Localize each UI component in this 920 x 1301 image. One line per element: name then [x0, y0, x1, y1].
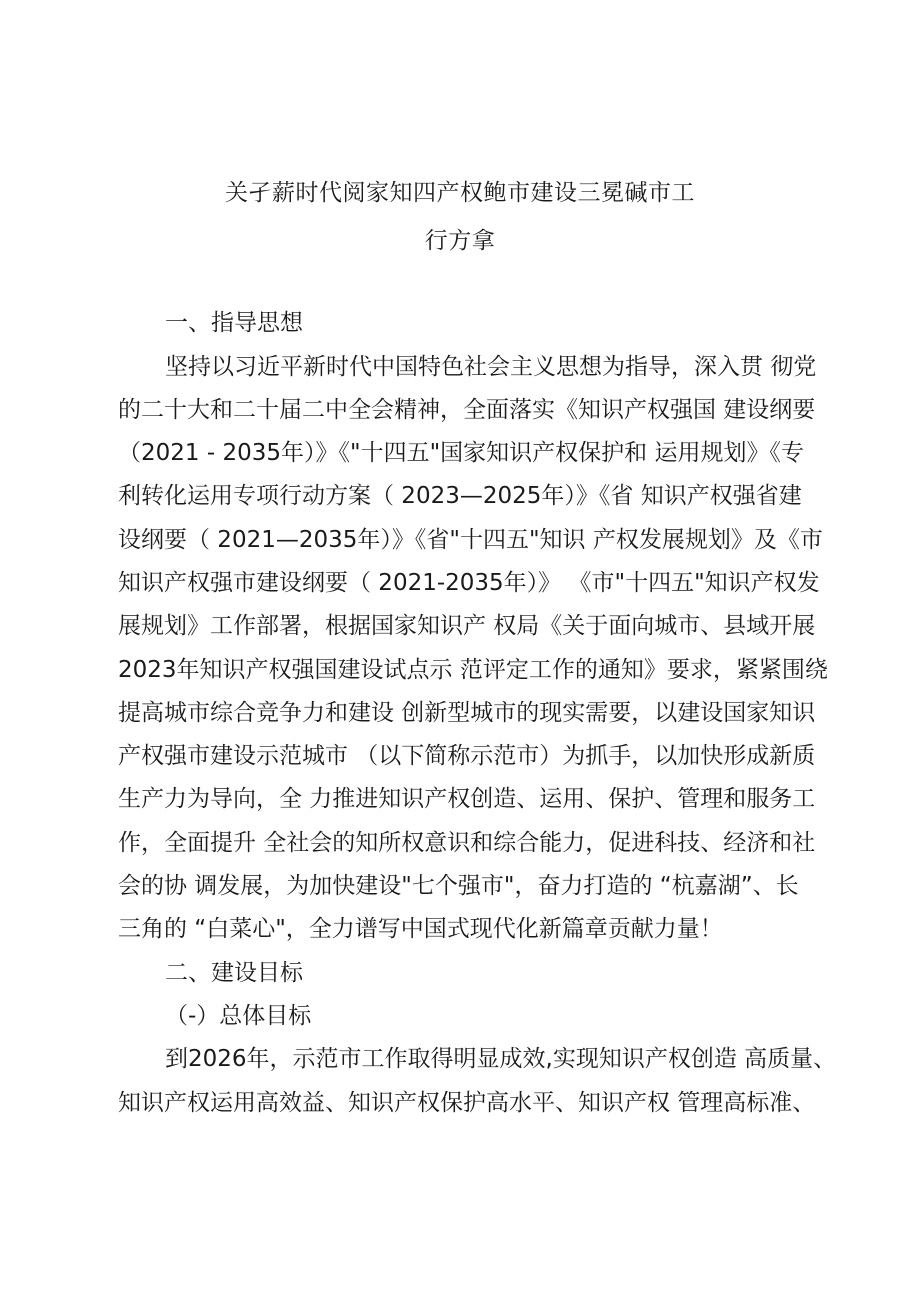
- section-2-heading: 二、建设目标: [165, 960, 303, 986]
- document-title-line-1: 关孑薪时代阅家知四产权鲍市建设三冕碱市工: [225, 180, 695, 206]
- paragraph-line: 三角的 “白菜心"，全力谱写中国式现代化新篇章贡献力量！: [118, 916, 723, 942]
- paragraph-line: 提高城市综合竞争力和建设 创新型城市的现实需要，以建设国家知识: [118, 700, 816, 726]
- section-1-heading: 一、指导思想: [165, 310, 303, 336]
- document-title-line-2: 行方拿: [424, 228, 496, 254]
- paragraph-line: 知识产权运用高效益、知识产权保护高水平、知识产权 管理高标准、: [118, 1090, 816, 1116]
- paragraph-line: 生产力为导向，全 力推进知识产权创造、运用、保护、管理和服务工: [118, 786, 816, 812]
- paragraph-line: （2021 - 2035年）》《"十四五"国家知识产权保护和 运用规划》《专: [118, 440, 804, 466]
- paragraph-line: 产权强市建设示范城市 （以下简称示范市）为抓手，以加快形成新质: [118, 743, 816, 769]
- paragraph-line: 会的协 调发展，为加快建设"七个强市"，奋力打造的 “杭嘉湖”、长: [118, 873, 799, 899]
- paragraph-line: 坚持以习近平新时代中国特色社会主义思想为指导，深入贯 彻党: [165, 354, 817, 380]
- paragraph-line: 知识产权强市建设纲要（ 2021-2035年）》 《市"十四五"知识产权发: [118, 570, 820, 596]
- paragraph-line: 展规划》工作部署，根据国家知识产 权局《关于面向城市、县域开展: [118, 613, 816, 639]
- paragraph-line: 设纲要（ 2021—2035年）》《省"十四五"知识 产权发展规划》及《市: [118, 527, 823, 553]
- paragraph-line: 2023年知识产权强国建设试点示 范评定工作的通知》要求，紧紧围绕: [118, 657, 828, 683]
- paragraph-line: 到2026年，示范市工作取得明显成效,实现知识产权创造 高质量、: [165, 1046, 837, 1072]
- section-2-sub-heading: （-）总体目标: [165, 1003, 312, 1029]
- paragraph-line: 作，全面提升 全社会的知所权意识和综合能力，促进科技、经济和社: [118, 830, 816, 856]
- paragraph-line: 的二十大和二十届二中全会精神，全面落实《知识产权强国 建设纲要: [118, 397, 816, 423]
- paragraph-line: 利转化运用专项行动方案（ 2023—2025年）》《省 知识产权强省建: [118, 483, 802, 509]
